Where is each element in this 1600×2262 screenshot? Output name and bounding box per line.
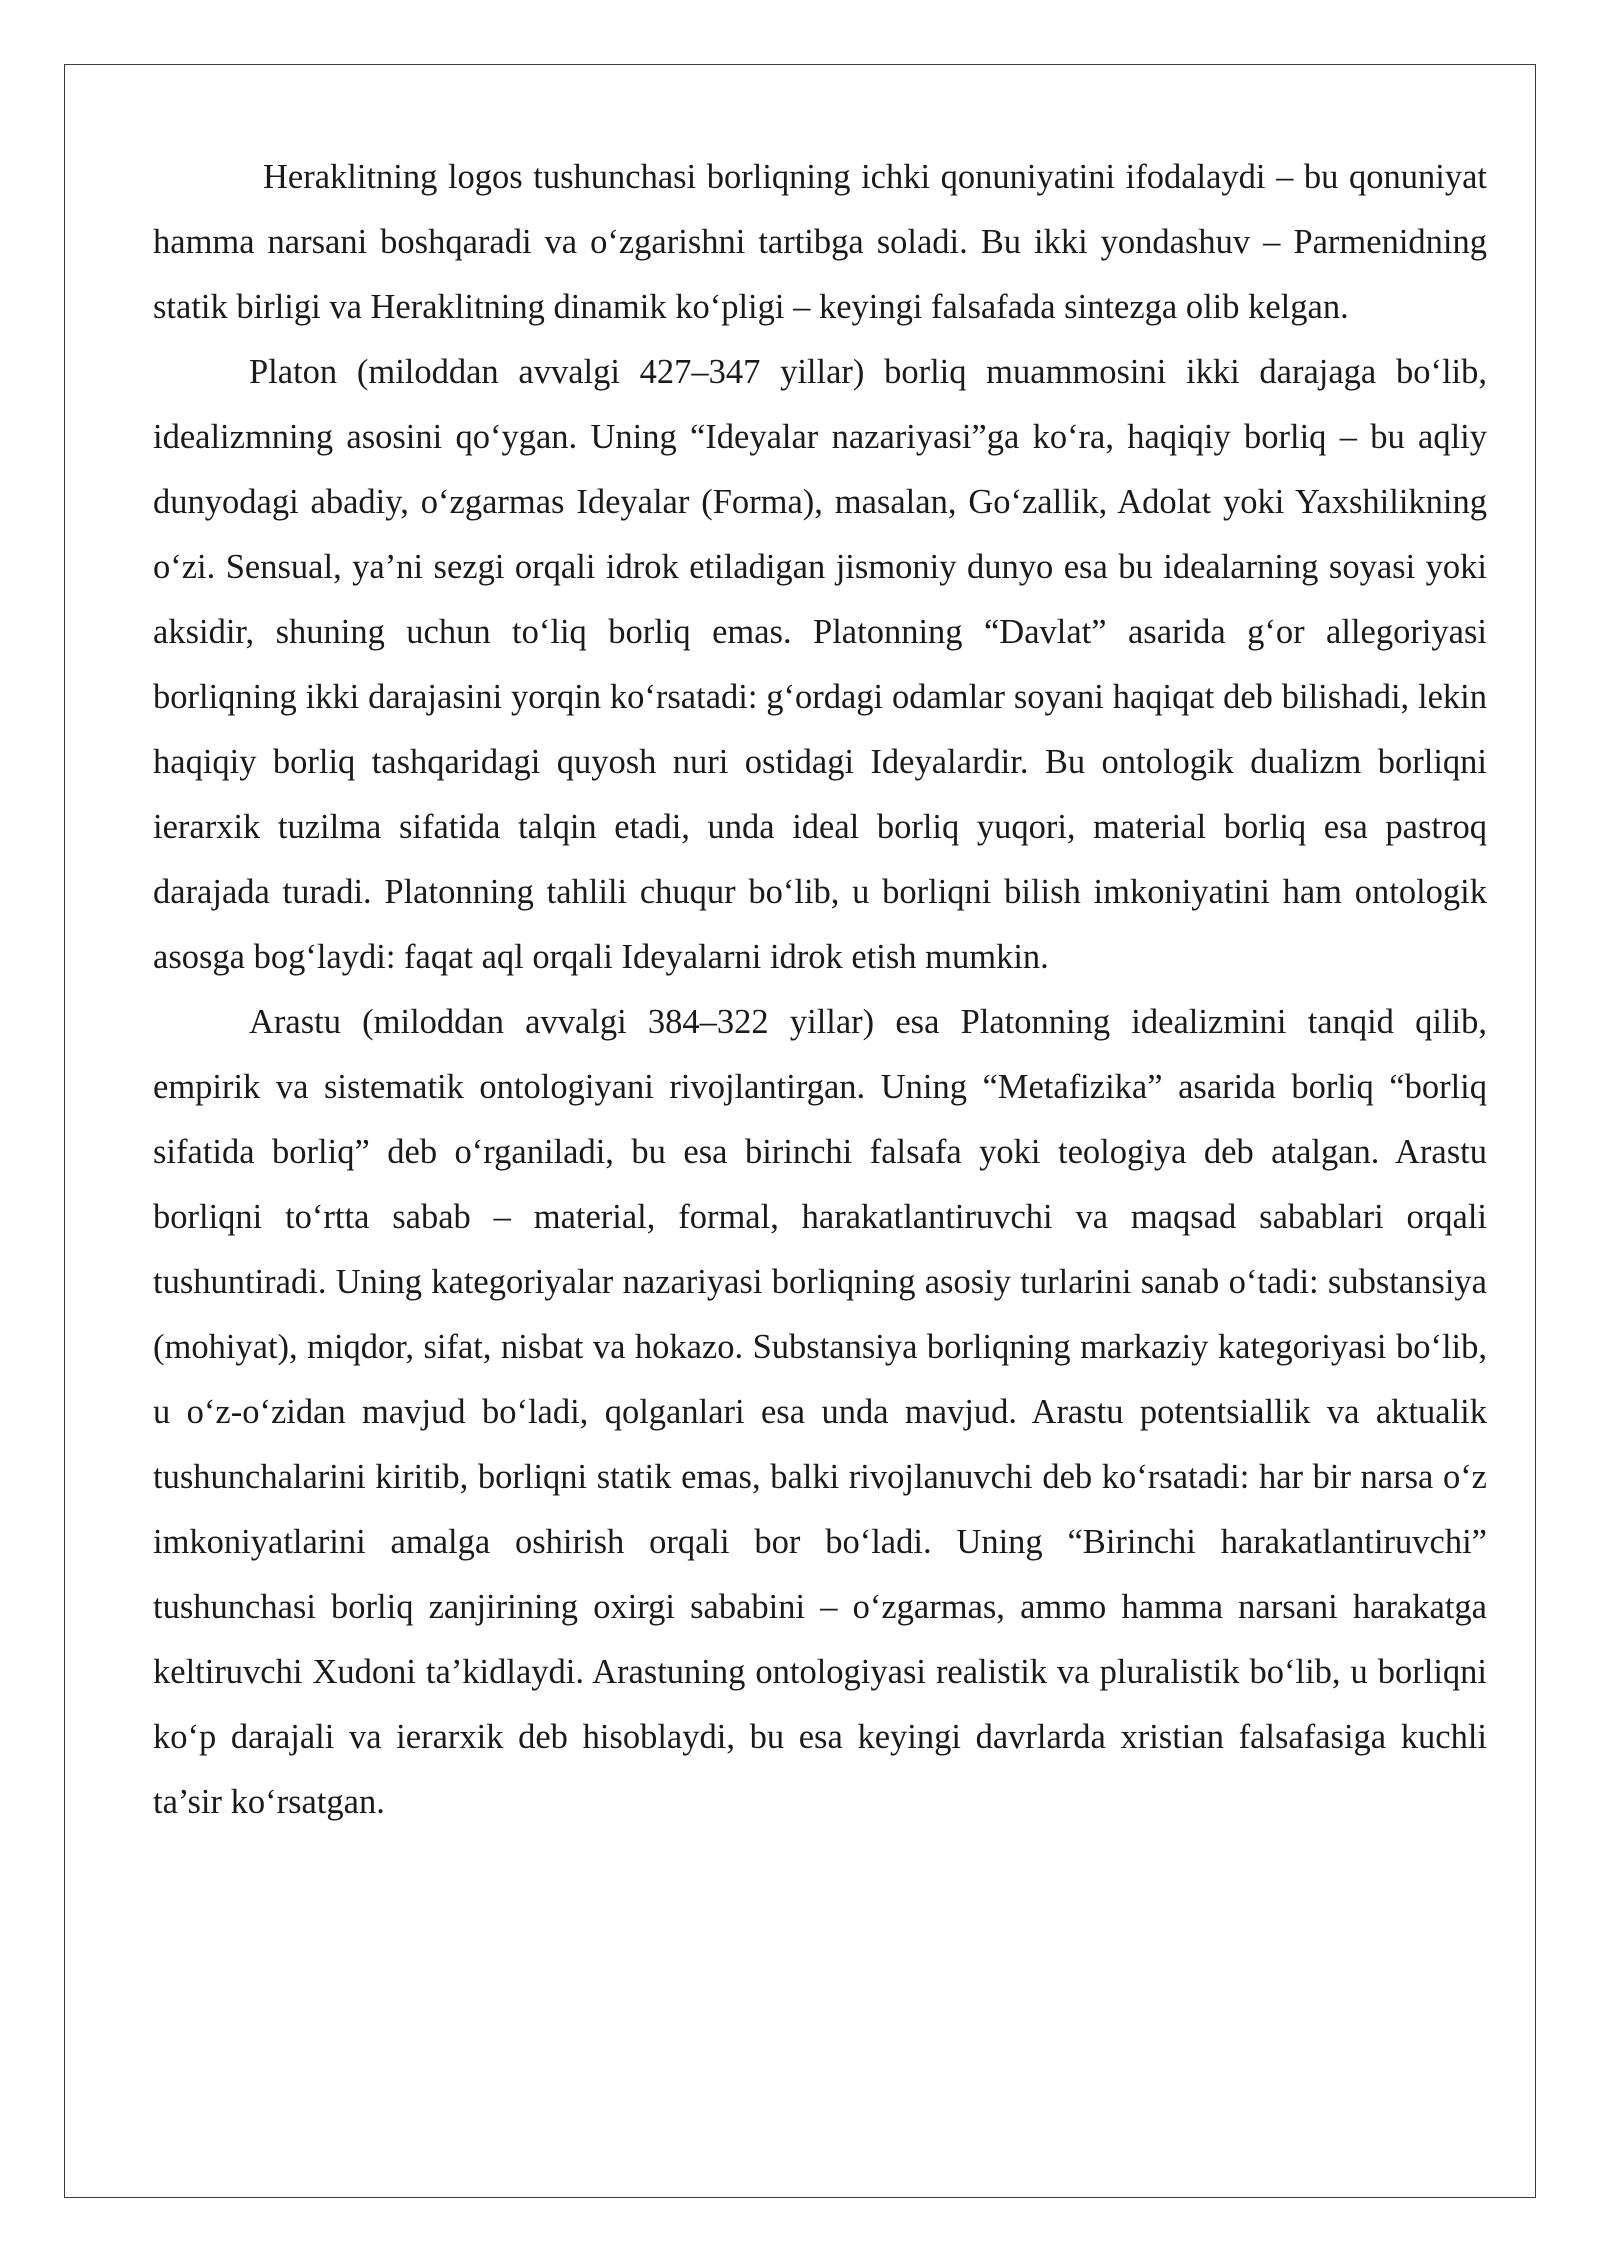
paragraph-plato: Platon (miloddan avvalgi 427–347 yillar) borliq muammosini ikki darajaga boʻlib, idealizmning asosini qoʻygan. Uning “Ideyalar nazariyasi”ga koʻra, haqiqiy borliq – bu aqliy dunyodagi abadiy, oʻzgarmas Ideyalar (Forma), masalan, Goʻzallik, Adolat yoki Yaxshilikning oʻzi. Sensual, ya’ni sezgi orqali idrok etiladigan jismoniy dunyo esa bu idealarning soyasi yoki aksidir, shuning uchun toʻliq borliq emas. Platonning “Davlat” asarida gʻor allegoriyasi borliqning ikki darajasini yorqin koʻrsatadi: gʻordagi odamlar soyani haqiqat deb bilishadi, lekin haqiqiy borliq tashqaridagi quyosh nuri ostidagi Ideyalardir. Bu ontologik dualizm borliqni ierarxik tuzilma sifatida talqin etadi, unda ideal borliq yuqori, material borliq esa pastroq darajada turadi. Platonning tahlili chuqur boʻlib, u borliqni bilish imkoniyatini ham ontologik asosga bogʻlaydi: faqat aql orqali Ideyalarni idrok etish mumkin. bbox=[153, 353, 1487, 976]
paragraph-aristotle: Arastu (miloddan avvalgi 384–322 yillar) esa Platonning idealizmini tanqid qilib, empirik va sistematik ontologiyani rivojlantirgan. Uning “Metafizika” asarida borliq “borliq sifatida borliq” deb oʻrganiladi, bu esa birinchi falsafa yoki teologiya deb atalgan. Arastu borliqni toʻrtta sabab – material, formal, harakatlantiruvchi va maqsad sabablari orqali tushuntiradi. Uning kategoriyalar nazariyasi borliqning asosiy turlarini sanab oʻtadi: substansiya (mohiyat), miqdor, sifat, nisbat va hokazo. Substansiya borliqning markaziy kategoriyasi boʻlib, u oʻz-oʻzidan mavjud boʻladi, qolganlari esa unda mavjud. Arastu potentsiallik va aktualik tushunchalarini kiritib, borliqni statik emas, balki rivojlanuvchi deb koʻrsatadi: har bir narsa oʻz imkoniyatlarini amalga oshirish orqali bor boʻladi. Uning “Birinchi harakatlantiruvchi” tushunchasi borliq zanjirining oxirgi sababini – oʻzgarmas, ammo hamma narsani harakatga keltiruvchi Xudoni ta’kidlaydi. Arastuning ontologiyasi realistik va pluralistik boʻlib, u borliqni koʻp darajali va ierarxik deb hisoblaydi, bu esa keyingi davrlarda xristian falsafasiga kuchli ta’sir koʻrsatgan. bbox=[153, 1003, 1487, 1821]
paragraph-heraclitus: Heraklitning logos tushunchasi borliqning ichki qonuniyatini ifodalaydi – bu qonuniyat hamma narsani boshqaradi va oʻzgarishni tartibga soladi. Bu ikki yondashuv – Parmenidning statik birligi va Heraklitning dinamik koʻpligi – keyingi falsafada sintezga olib kelgan. bbox=[153, 158, 1487, 326]
document-body bbox=[153, 145, 1487, 1835]
